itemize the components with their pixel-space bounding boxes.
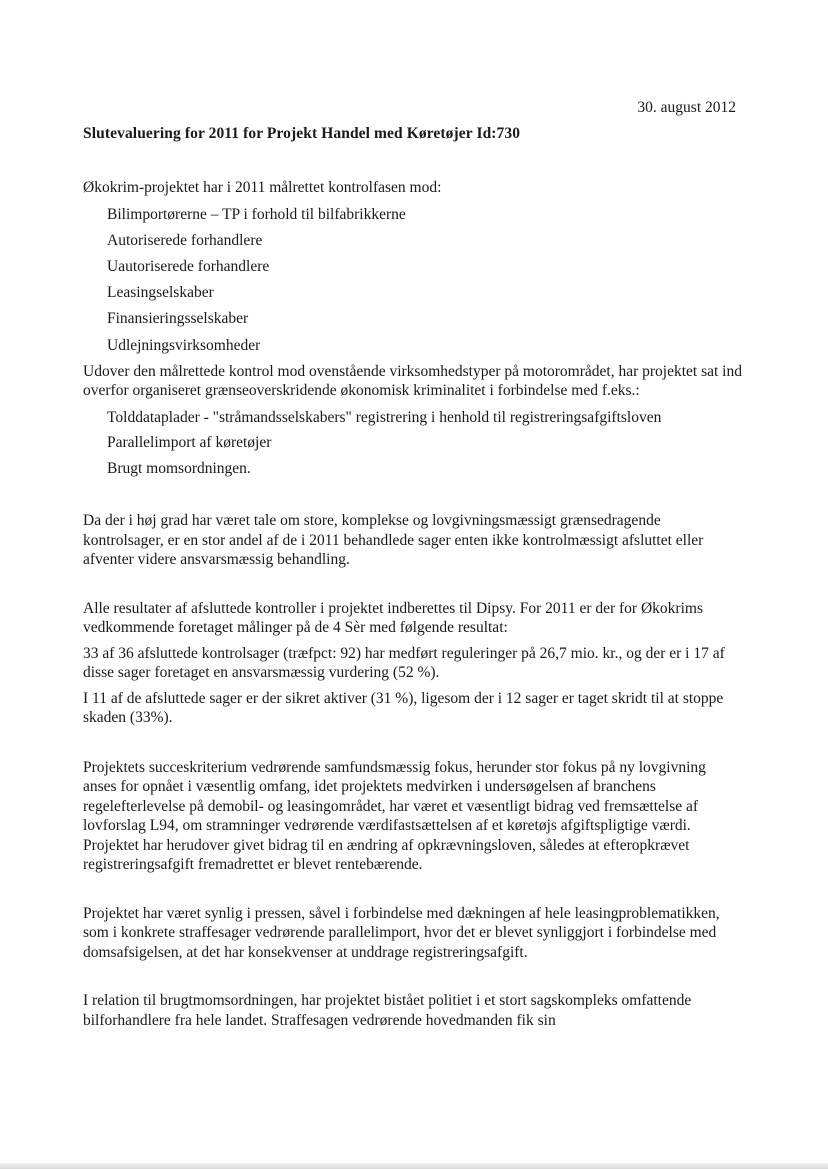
intro-paragraph: Økokrim-projektet har i 2011 målrettet kontrolfasen mod: [83, 179, 442, 196]
target-list [107, 202, 743, 359]
document-body [83, 178, 743, 1030]
complex-cases-paragraph: Da der i høj grad har været tale om store, komplekse og lovgivningsmæssigt grænsedragende kontrolsager, er en stor andel af de i 2011 behandlede sager enten ikke kontrolmæssigt afsluttet eller afventer videre ansvarsmæssig behandling. [83, 512, 704, 569]
press-paragraph: Projektet har været synlig i pressen, såvel i forbindelse med dækningen af hele leasingproblematikken, som i konkrete straffesager vedrørende parallelimport, hvor det er blevet synliggjort i forbindelse med domsafsigelsen, at det har konsekvenser at unddrage registreringsafgift. [83, 904, 720, 961]
results-paragraph-2: I 11 af de afsluttede sager er der sikret aktiver (31 %), ligesom der i 12 sager er taget skridt til at stoppe skaden (33%). [83, 689, 724, 727]
examples-list [107, 405, 743, 482]
results-paragraph-1: 33 af 36 afsluttede kontrolsager (træfpct: 92) har medført reguleringer på 26,7 mio. kr., og der er i 17 af disse sager foretaget en ansvarsmæssig vurdering (52 %). [83, 644, 725, 682]
list-item: Leasingselskaber [107, 284, 214, 302]
list-item: Autoriserede forhandlere [107, 231, 263, 249]
used-vat-paragraph: I relation til brugtmomsordningen, har projektet bistået politiet i et stort sagskompleks omfattende bilforhandlere fra hele landet. Straffesagen vedrørende hovedmanden fik sin [83, 992, 692, 1029]
list-item: Bilimportørerne – TP i forhold til bilfabrikkerne [107, 205, 406, 223]
scan-edge [0, 1163, 828, 1169]
success-criteria-paragraph: Projektets succeskriterium vedrørende samfundsmæssig fokus, herunder stor fokus på ny lovgivning anses for opnået i væsentlig omfang, idet projektets medvirken i undersøgelsen af branchens regelefterlevelse på demobil- og leasingområdet, har været et væsentligt bidrag ved fremsættelse af lovforslag L94, om stramninger vedrørende værdifastsættelsen af et køretøjs afgiftspligtige værdi. Projektet har herudover givet bidrag til en ændring af opkrævningsloven, således at efteropkrævet registreringsafgift fremadrettet er blevet rentebærende. [83, 758, 706, 874]
document-date: 30. august 2012 [637, 99, 736, 116]
list-item: Uautoriserede forhandlere [107, 257, 270, 275]
besides-paragraph: Udover den målrettede kontrol mod ovenstående virksomhedstyper på motorområdet, har projektet sat ind overfor organiseret grænseoverskridende økonomisk kriminalitet i forbindelse med f.eks.: [83, 362, 742, 400]
results-intro-paragraph: Alle resultater af afsluttede kontroller i projektet indberettes til Dipsy. For 2011 er der for Økokrims vedkommende foretaget målinger på de 4 Sèr med følgende resultat: [83, 599, 703, 637]
list-item: Finansieringsselskaber [107, 310, 249, 328]
list-item: Brugt momsordningen. [107, 459, 251, 477]
list-item: Parallelimport af køretøjer [107, 434, 272, 452]
document-title: Slutevaluering for 2011 for Projekt Handel med Køretøjer Id:730 [83, 125, 521, 142]
list-item: Udlejningsvirksomheder [107, 336, 261, 354]
list-item: Tolddataplader - "stråmandsselskabers" registrering i henhold til registreringsafgiftsloven [107, 408, 662, 426]
